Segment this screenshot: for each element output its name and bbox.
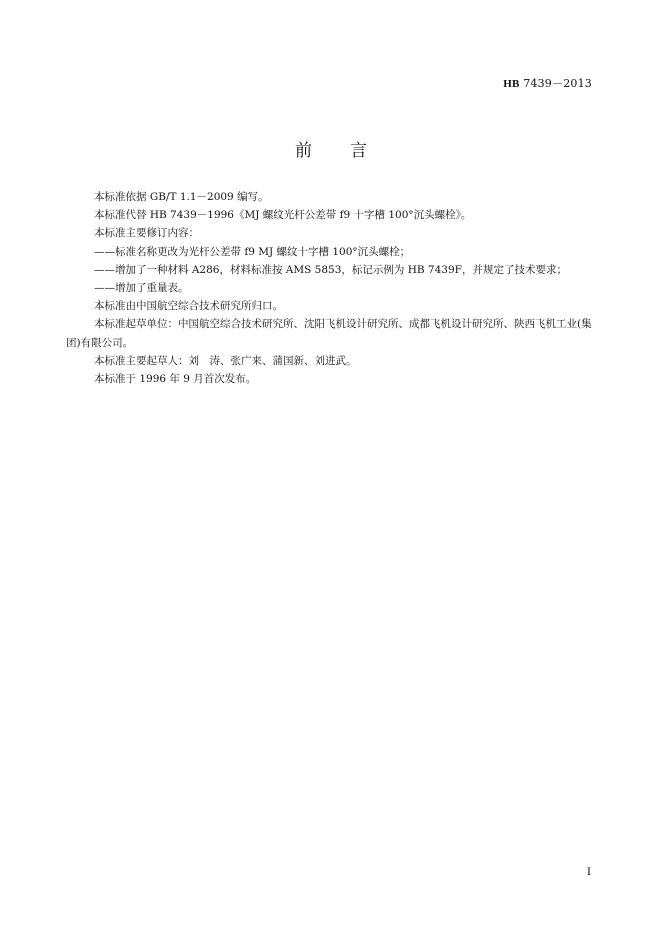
paragraph-first-issue: 本标准于 1996 年 9 月首次发布。	[94, 373, 257, 386]
revision-item-3: ——增加了重量表。	[94, 282, 189, 295]
foreword-body	[66, 188, 596, 388]
paragraph-drafting-units: 本标准起草单位：中国航空综合技术研究所、沈阳飞机设计研究所、成都飞机设计研究所、陕西飞机工业(集团)有限公司。	[66, 318, 592, 349]
standard-prefix: HB	[503, 78, 520, 90]
page-number: I	[586, 866, 591, 878]
standard-number: 7439－2013	[519, 77, 592, 90]
paragraph-drafters: 本标准主要起草人：刘 涛、张广来、蒲国新、刘进武。	[94, 354, 357, 367]
paragraph-revisions-intro: 本标准主要修订内容：	[94, 227, 199, 240]
revision-item-2: ——增加了一种材料 A286，材料标准按 AMS 5853，标记示例为 HB 7439F，并规定了技术要求；	[94, 263, 567, 276]
paragraph-centralized: 本标准由中国航空综合技术研究所归口。	[94, 300, 283, 313]
standard-code	[503, 75, 592, 91]
paragraph-basis: 本标准依据 GB/T 1.1－2009 编写。	[94, 191, 269, 203]
revision-item-1: ——标准名称更改为光杆公差带 f9 MJ 螺纹十字槽 100°沉头螺栓；	[94, 245, 411, 258]
paragraph-replaces: 本标准代替 HB 7439－1996《MJ 螺纹光杆公差带 f9 十字槽 100°沉头螺栓》。	[94, 209, 472, 222]
page-title: 前言	[295, 141, 405, 161]
